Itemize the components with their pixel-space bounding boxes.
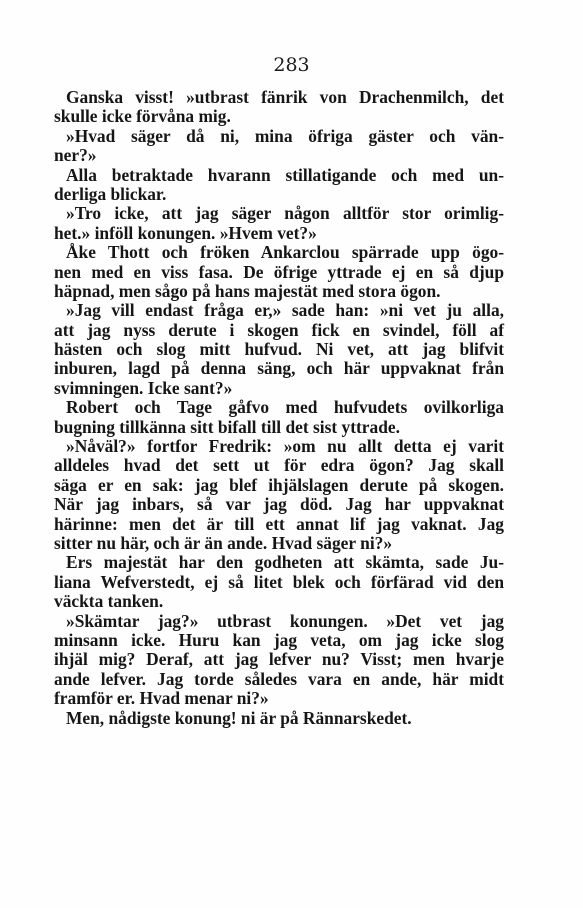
text-line: het.» inföll konungen. »Hvem vet?» (54, 222, 317, 243)
text-line: Ganska visst! »utbrast fänrik von Drachenmilch, det (66, 87, 504, 107)
text-line: härinne: men det är till ett annat lif jag vaknat. Jag (54, 513, 504, 534)
text-line: Men, nådigste konung! ni är på Rännarskedet. (66, 707, 412, 728)
text-line: alldeles hvad det sett ut för edra ögon? Jag skall (54, 455, 504, 476)
text-line: minsann icke. Huru kan jag veta, om jag icke slog (54, 629, 504, 650)
text-line: När jag inbars, så var jag död. Jag har uppvaknat (54, 494, 504, 515)
text-line: »Hvad säger då ni, mina öfriga gäster och vän- (66, 125, 504, 146)
text-line: »Skämtar jag?» utbrast konungen. »Det vet jag (66, 610, 504, 631)
page-number: 283 (273, 54, 310, 76)
text-line: derliga blickar. (54, 183, 167, 204)
text-line: liana Wefverstedt, ej så litet blek och förfärad vid den (54, 571, 504, 592)
text-line: nen med en viss fasa. De öfrige yttrade ej en så djup (54, 261, 504, 282)
text-line: ande lefver. Jag torde således vara en ande, här midt (54, 668, 504, 689)
text-line: inburen, lagd på denna säng, och här uppvaknat från (54, 358, 504, 379)
text-line: svimningen. Icke sant?» (54, 377, 233, 398)
text-line: ihjäl mig? Deraf, att jag lefver nu? Visst; men hvarje (54, 649, 504, 670)
text-line: Åke Thott och fröken Ankarclou spärrade upp ögo- (66, 242, 504, 263)
text-line: säga er en sak: jag blef ihjälslagen derute på skogen. (54, 474, 504, 495)
text-line: »Jag vill endast fråga er,» sade han: »ni vet ju alla, (66, 300, 504, 321)
text-line: väckta tanken. (54, 591, 164, 612)
text-line: framför er. Hvad menar ni?» (54, 688, 269, 709)
text-line: »Tro icke, att jag säger någon alltför stor orimlig- (66, 203, 504, 224)
body-text (54, 88, 504, 728)
text-line: skulle icke förvåna mig. (54, 106, 231, 127)
text-line: sitter nu här, och är än ande. Hvad säger ni?» (54, 532, 393, 553)
text-line: häpnad, men sågo på hans majestät med stora ögon. (54, 280, 441, 301)
text-line: Ers majestät har den godheten att skämta, sade Ju- (66, 552, 504, 573)
text-line: Robert och Tage gåfvo med hufvudets ovilkorliga (66, 397, 504, 418)
text-line: bugning tillkänna sitt bifall till det sist yttrade. (54, 416, 400, 437)
text-line: hästen och slog mitt hufvud. Ni vet, att jag blifvit (54, 339, 504, 360)
text-line: »Nåväl?» fortfor Fredrik: »om nu allt detta ej varit (66, 436, 504, 457)
text-line: Alla betraktade hvarann stillatigande och med un- (66, 164, 504, 185)
text-line: att jag nyss derute i skogen fick en svindel, föll af (54, 319, 504, 340)
text-line: ner?» (54, 145, 97, 166)
